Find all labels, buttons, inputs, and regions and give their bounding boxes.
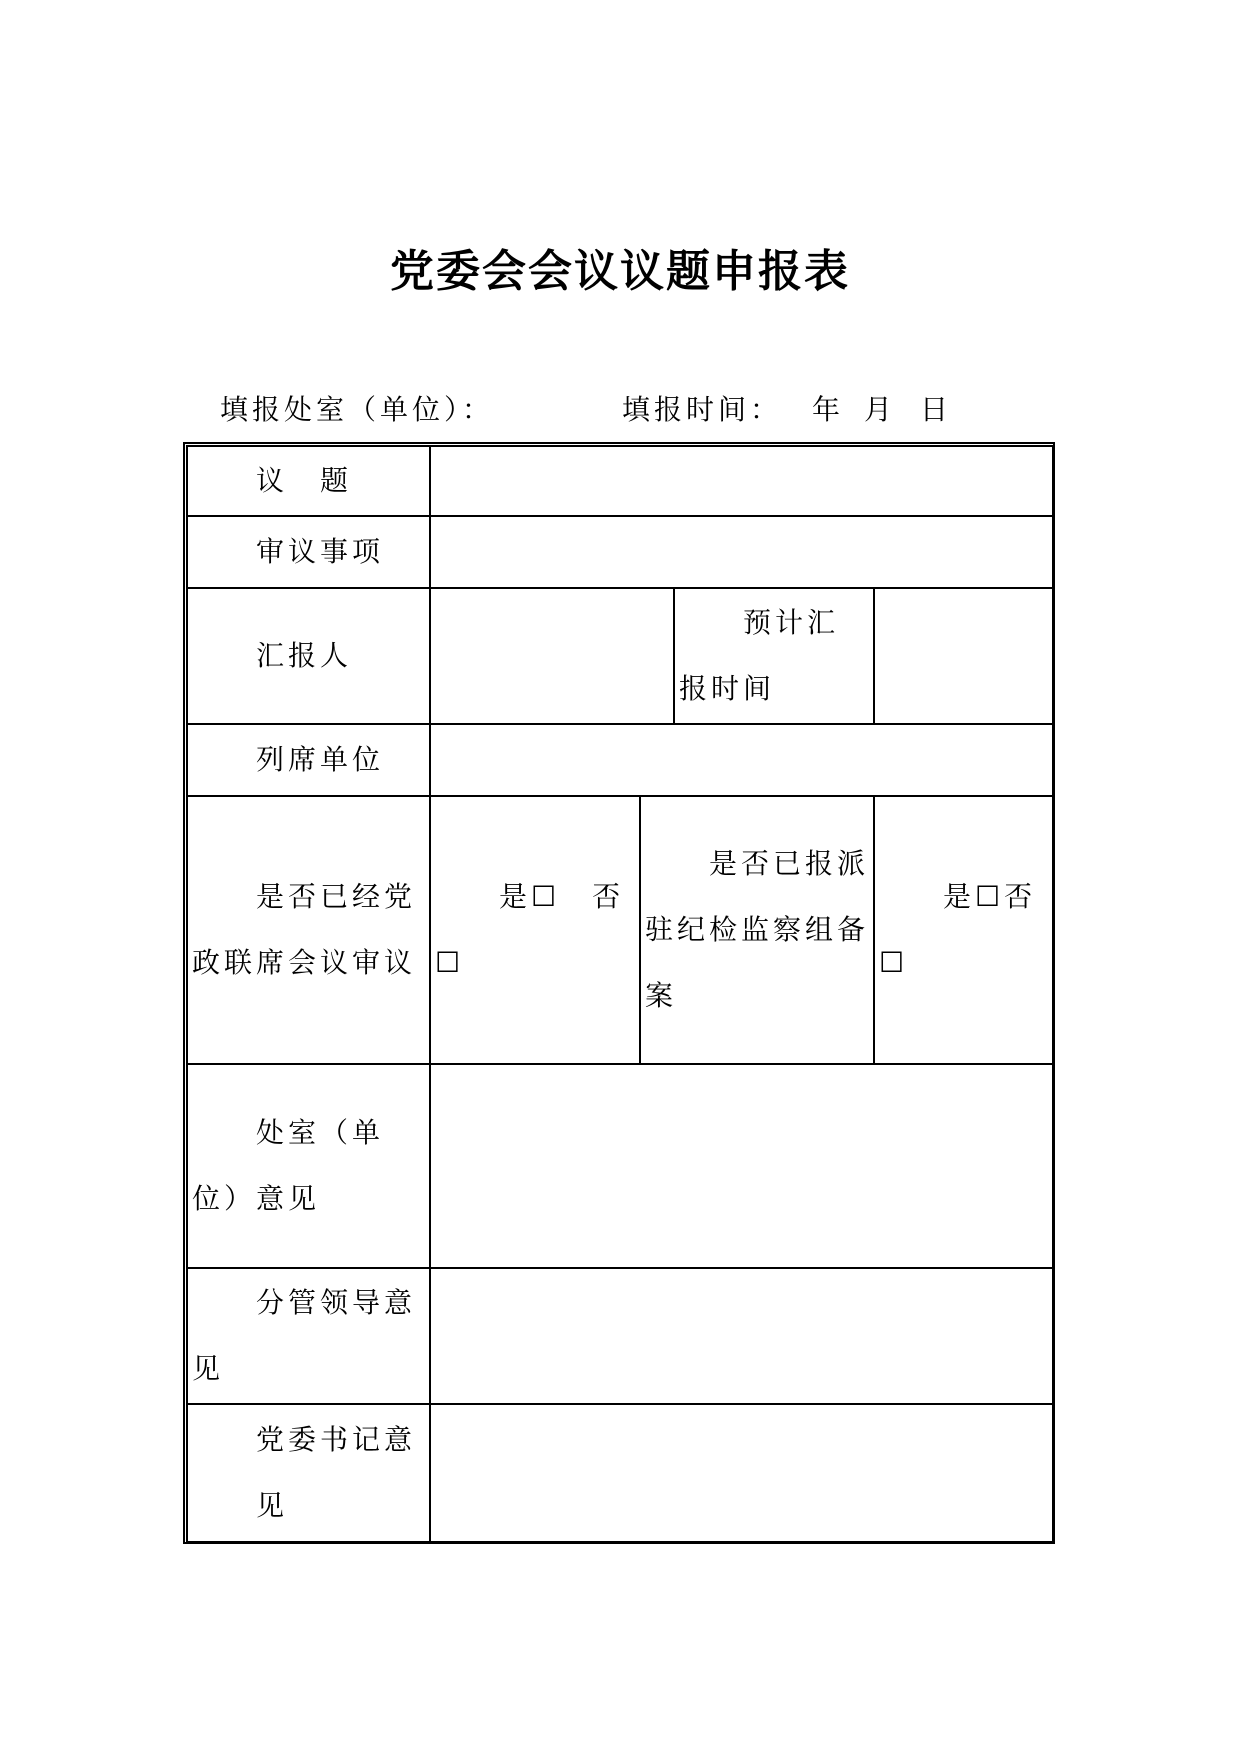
row-leader-opinion [187,1268,1053,1404]
row-attending-units [187,724,1053,796]
page-title: 党委会会议议题申报表 [390,246,850,297]
discipline-filing-options[interactable]: 是☐否☐ [874,796,1053,1064]
attending-units-input-cell[interactable] [430,724,1053,796]
row-review-items [187,516,1053,588]
department-opinion-label: 处室（单位）意见 [187,1064,430,1268]
attending-units-label: 列席单位 [187,724,430,796]
department-opinion-input-cell[interactable] [430,1064,1053,1268]
leader-opinion-label: 分管领导意见 [187,1268,430,1404]
row-department-opinion [187,1064,1053,1268]
reporter-label: 汇报人 [187,588,430,724]
review-items-label: 审议事项 [187,516,430,588]
leader-opinion-input-cell[interactable] [430,1268,1053,1404]
estimated-time-input-cell[interactable] [874,588,1053,724]
discipline-filing-label: 是否已报派驻纪检监察组备案 [640,796,874,1064]
row-reporter [187,588,1053,724]
reporter-input-cell[interactable] [430,588,674,724]
secretary-opinion-label: 党委书记意见 [187,1404,430,1542]
party-joint-meeting-label: 是否已经党政联席会议审议 [187,796,430,1064]
estimated-time-label: 预计汇报时间 [674,588,874,724]
row-secretary-opinion [187,1404,1053,1542]
review-items-input-cell[interactable] [430,516,1053,588]
topic-input-cell[interactable] [430,446,1053,516]
month-label: 月 [864,393,897,426]
party-joint-meeting-options[interactable]: 是☐ 否☐ [430,796,640,1064]
row-topic [187,446,1053,516]
fill-time-label: 填报时间： [622,393,783,426]
department-label: 填报处室（单位）： [220,393,495,426]
application-form-table [186,445,1054,1543]
year-label: 年 [812,393,845,426]
day-label: 日 [920,393,953,426]
row-review-status [187,796,1053,1064]
secretary-opinion-input-cell[interactable] [430,1404,1053,1542]
form-header-line [220,388,980,432]
topic-label: 议 题 [187,446,430,516]
